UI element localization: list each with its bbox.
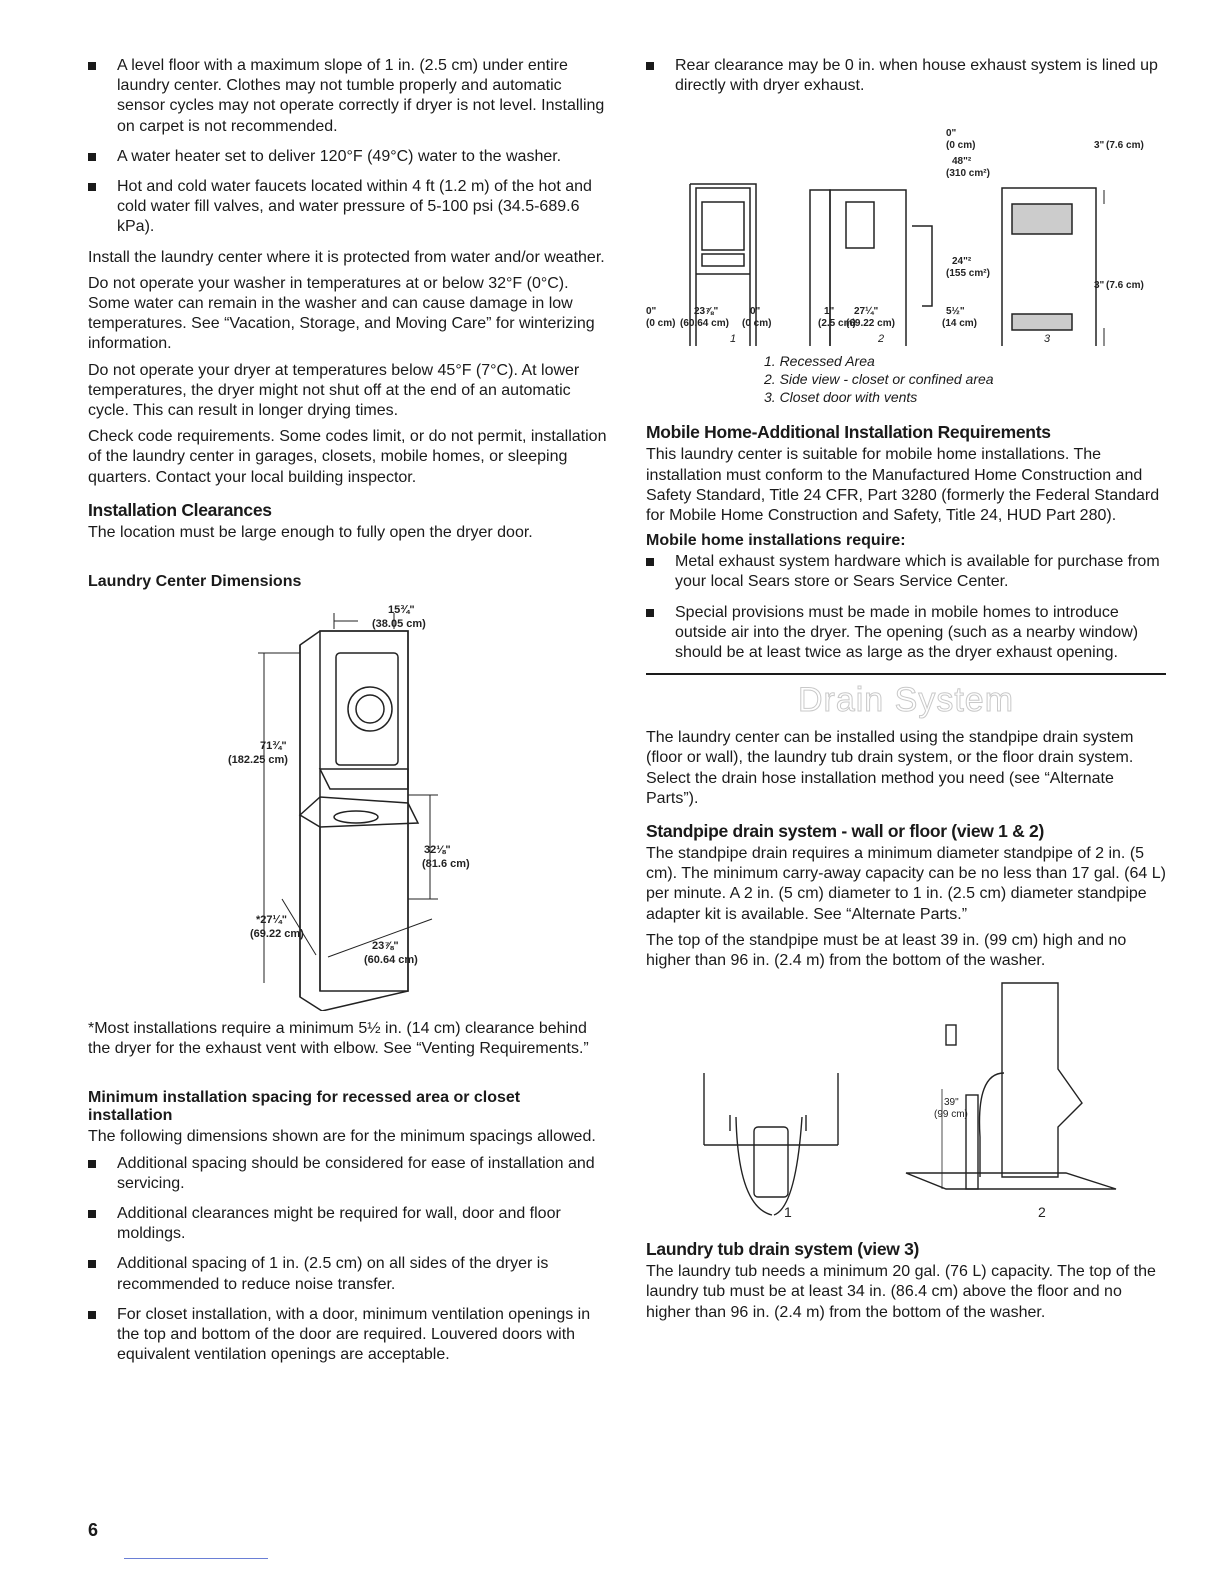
one-in-label: 1" xyxy=(824,306,835,318)
width-cm-label: (60.64 cm) xyxy=(364,954,418,967)
right-column xyxy=(646,56,1166,1329)
height-label: 71¾" xyxy=(260,740,287,753)
one-cm-label: (2.5 cm) xyxy=(818,318,856,330)
standpipe-heading: Standpipe drain system - wall or floor (view 1 & 2) xyxy=(646,821,1044,842)
zero-in-label-2: 0" xyxy=(750,306,761,318)
washer-height-label: 32⅛" xyxy=(424,844,451,857)
laundry-center-dimensions-figure xyxy=(88,593,608,1011)
standpipe-height-label: 39" xyxy=(944,1097,959,1109)
paragraph: Do not operate your dryer at temperatures below 45°F (7°C). At lower temperatures, the dryer might not shut off at the end of an automatic cycle. This can result in longer drying times. xyxy=(88,361,580,420)
standpipe-drain-figure xyxy=(646,977,1166,1227)
list-item: Special provisions must be made in mobile homes to introduce outside air into the dryer. The opening (such as a nearby window) should be at least twice as large as the dryer exhaust opening. xyxy=(646,603,1166,664)
height-cm-label: (182.25 cm) xyxy=(228,754,288,767)
zero-in-label-1: 0" xyxy=(646,306,657,318)
caption: 1. Recessed Area xyxy=(764,353,875,370)
figure-captions xyxy=(646,352,1166,406)
zero-in-label-3: 0" xyxy=(946,128,957,140)
standpipe-height-cm-label: (99 cm) xyxy=(934,1109,968,1121)
paragraph: Install the laundry center where it is protected from water and/or weather. xyxy=(88,248,605,266)
width-top-cm-label: (38.05 cm) xyxy=(372,618,426,631)
view-number-1: 1 xyxy=(784,1204,792,1221)
vent-bot-label: 24"² xyxy=(952,256,972,268)
list-item: Hot and cold water faucets located within 4 ft (1.2 m) of the hot and cold water fill valves, and water pressure of 5-100 psi (34.5-689.6 kPa). xyxy=(88,177,608,238)
mobile-home-heading: Mobile Home-Additional Installation Requirements xyxy=(646,422,1051,443)
d1-cm-label: (69.22 cm) xyxy=(846,318,895,330)
three-cm-label-1: (7.6 cm) xyxy=(1106,140,1144,152)
footer-rule xyxy=(124,1558,268,1559)
list-item: Additional spacing of 1 in. (2.5 cm) on all sides of the dryer is recommended to reduce noise transfer. xyxy=(88,1254,608,1294)
vent-top-cm-label: (310 cm²) xyxy=(946,168,990,180)
paragraph: The following dimensions shown are for the minimum spacings allowed. xyxy=(88,1128,596,1146)
depth-cm-label: (69.22 cm) xyxy=(250,928,304,941)
page-number: 6 xyxy=(88,1520,99,1540)
width-label: 23⅞" xyxy=(372,940,399,953)
figure-number-2: 2 xyxy=(878,333,885,346)
three-in-label-1: 3" xyxy=(1094,140,1105,152)
laundry-tub-heading: Laundry tub drain system (view 3) xyxy=(646,1239,920,1260)
section-divider xyxy=(646,673,1166,675)
paragraph: The top of the standpipe must be at least 39 in. (99 cm) high and no higher than 96 in. (2.4 m) from the bottom of the washer. xyxy=(646,931,1127,970)
washer-height-cm-label: (81.6 cm) xyxy=(422,858,470,871)
installation-clearances-heading: Installation Clearances xyxy=(88,499,272,520)
d1-label: 27¼" xyxy=(854,306,879,318)
dimensions-footnote: *Most installations require a minimum 5½ in. (14 cm) clearance behind the dryer for the exhaust vent with elbow. See “Venting Requirements.” xyxy=(88,1020,589,1058)
vent-bot-cm-label: (155 cm²) xyxy=(946,268,990,280)
w1-cm-label: (60.64 cm) xyxy=(680,318,729,330)
list-item: A level floor with a maximum slope of 1 in. (2.5 cm) under entire laundry center. Clothes may not tumble properly and automatic sensor cycles may not operate correctly if dryer is not level. Installing on carpet is not recommended. xyxy=(88,56,608,137)
five-label: 5½" xyxy=(946,306,965,318)
mobile-requirements-list xyxy=(646,552,1166,663)
mobile-require-heading: Mobile home installations require: xyxy=(646,532,906,550)
left-column xyxy=(88,56,608,1376)
caption: 3. Closet door with vents xyxy=(764,389,918,406)
zero-cm-label-1: (0 cm) xyxy=(646,318,676,330)
figure-number-3: 3 xyxy=(1044,333,1051,346)
zero-cm-label-3: (0 cm) xyxy=(946,140,976,152)
requirements-list xyxy=(88,56,608,238)
list-item: For closet installation, with a door, minimum ventilation openings in the top and bottom of the door are required. Louvered doors with equivalent ventilation openings are acceptable. xyxy=(88,1305,608,1366)
list-item: A water heater set to deliver 120°F (49°C) water to the washer. xyxy=(88,147,608,167)
paragraph: The standpipe drain requires a minimum diameter standpipe of 2 in. (5 cm). The minimum carry-away capacity can be no less than 17 gal. (64 L) per minute. A 2 in. (5 cm) diameter to 1 in. (2.5 cm) diameter standpipe adapter kit is available. See “Alternate Parts.” xyxy=(646,845,1166,923)
five-cm-label: (14 cm) xyxy=(942,318,978,330)
spacing-list xyxy=(88,1154,608,1366)
list-item: Metal exhaust system hardware which is available for purchase from your local Sears store or Sears Service Center. xyxy=(646,552,1166,592)
dimensions-heading: Laundry Center Dimensions xyxy=(88,573,302,591)
three-cm-label-2: (7.6 cm) xyxy=(1106,280,1144,292)
figure-number-1: 1 xyxy=(730,333,737,346)
depth-label: *27¼" xyxy=(256,914,287,927)
zero-cm-label-2: (0 cm) xyxy=(742,318,772,330)
paragraph: The laundry tub needs a minimum 20 gal. (76 L) capacity. The top of the laundry tub must be at least 34 in. (86.4 cm) above the floor and no higher than 96 in. (2.4 m) from the bottom of the washer. xyxy=(646,1263,1156,1321)
list-item: Additional clearances might be required for wall, door and floor moldings. xyxy=(88,1204,608,1244)
paragraph: Do not operate your washer in temperatures at or below 32°F (0°C). Some water can remain in the washer and can cause damage in low temperatures. See “Vacation, Storage, and Moving Care” for winterizing information. xyxy=(88,274,595,353)
min-spacing-heading: Minimum installation spacing for recessed area or closet installation xyxy=(88,1089,521,1125)
three-in-label-2: 3" xyxy=(1094,280,1105,292)
paragraph: This laundry center is suitable for mobile home installations. The installation must conform to the Manufactured Home Construction and Safety Standard, Title 24 CFR, Part 3280 (formerly the Federal Standard for Mobile Home Construction and Safety, Title 24, HUD Part 280). xyxy=(646,446,1160,525)
paragraph: Check code requirements. Some codes limit, or do not permit, installation of the laundry center in garages, closets, mobile homes, or sleeping quarters. Contact your local building inspector. xyxy=(88,428,607,486)
list-item: Additional spacing should be considered for ease of installation and servicing. xyxy=(88,1154,608,1194)
paragraph: The laundry center can be installed using the standpipe drain system (floor or wall), the laundry tub drain system, or the floor drain system. Select the drain hose installation method you need (see “Alternate Parts”). xyxy=(646,729,1134,807)
w1-label: 23⅞" xyxy=(694,306,719,318)
caption: 2. Side view - closet or confined area xyxy=(764,371,994,388)
rear-clearance-list xyxy=(646,56,1166,96)
paragraph: The location must be large enough to fully open the dryer door. xyxy=(88,523,533,541)
vent-top-label: 48"² xyxy=(952,156,972,168)
drain-system-title: Drain System xyxy=(797,681,1015,720)
minimum-spacing-figure xyxy=(646,106,1166,346)
view-number-2: 2 xyxy=(1038,1204,1046,1221)
list-item: Rear clearance may be 0 in. when house exhaust system is lined up directly with dryer exhaust. xyxy=(646,56,1166,96)
width-top-label: 15¾" xyxy=(388,604,415,617)
